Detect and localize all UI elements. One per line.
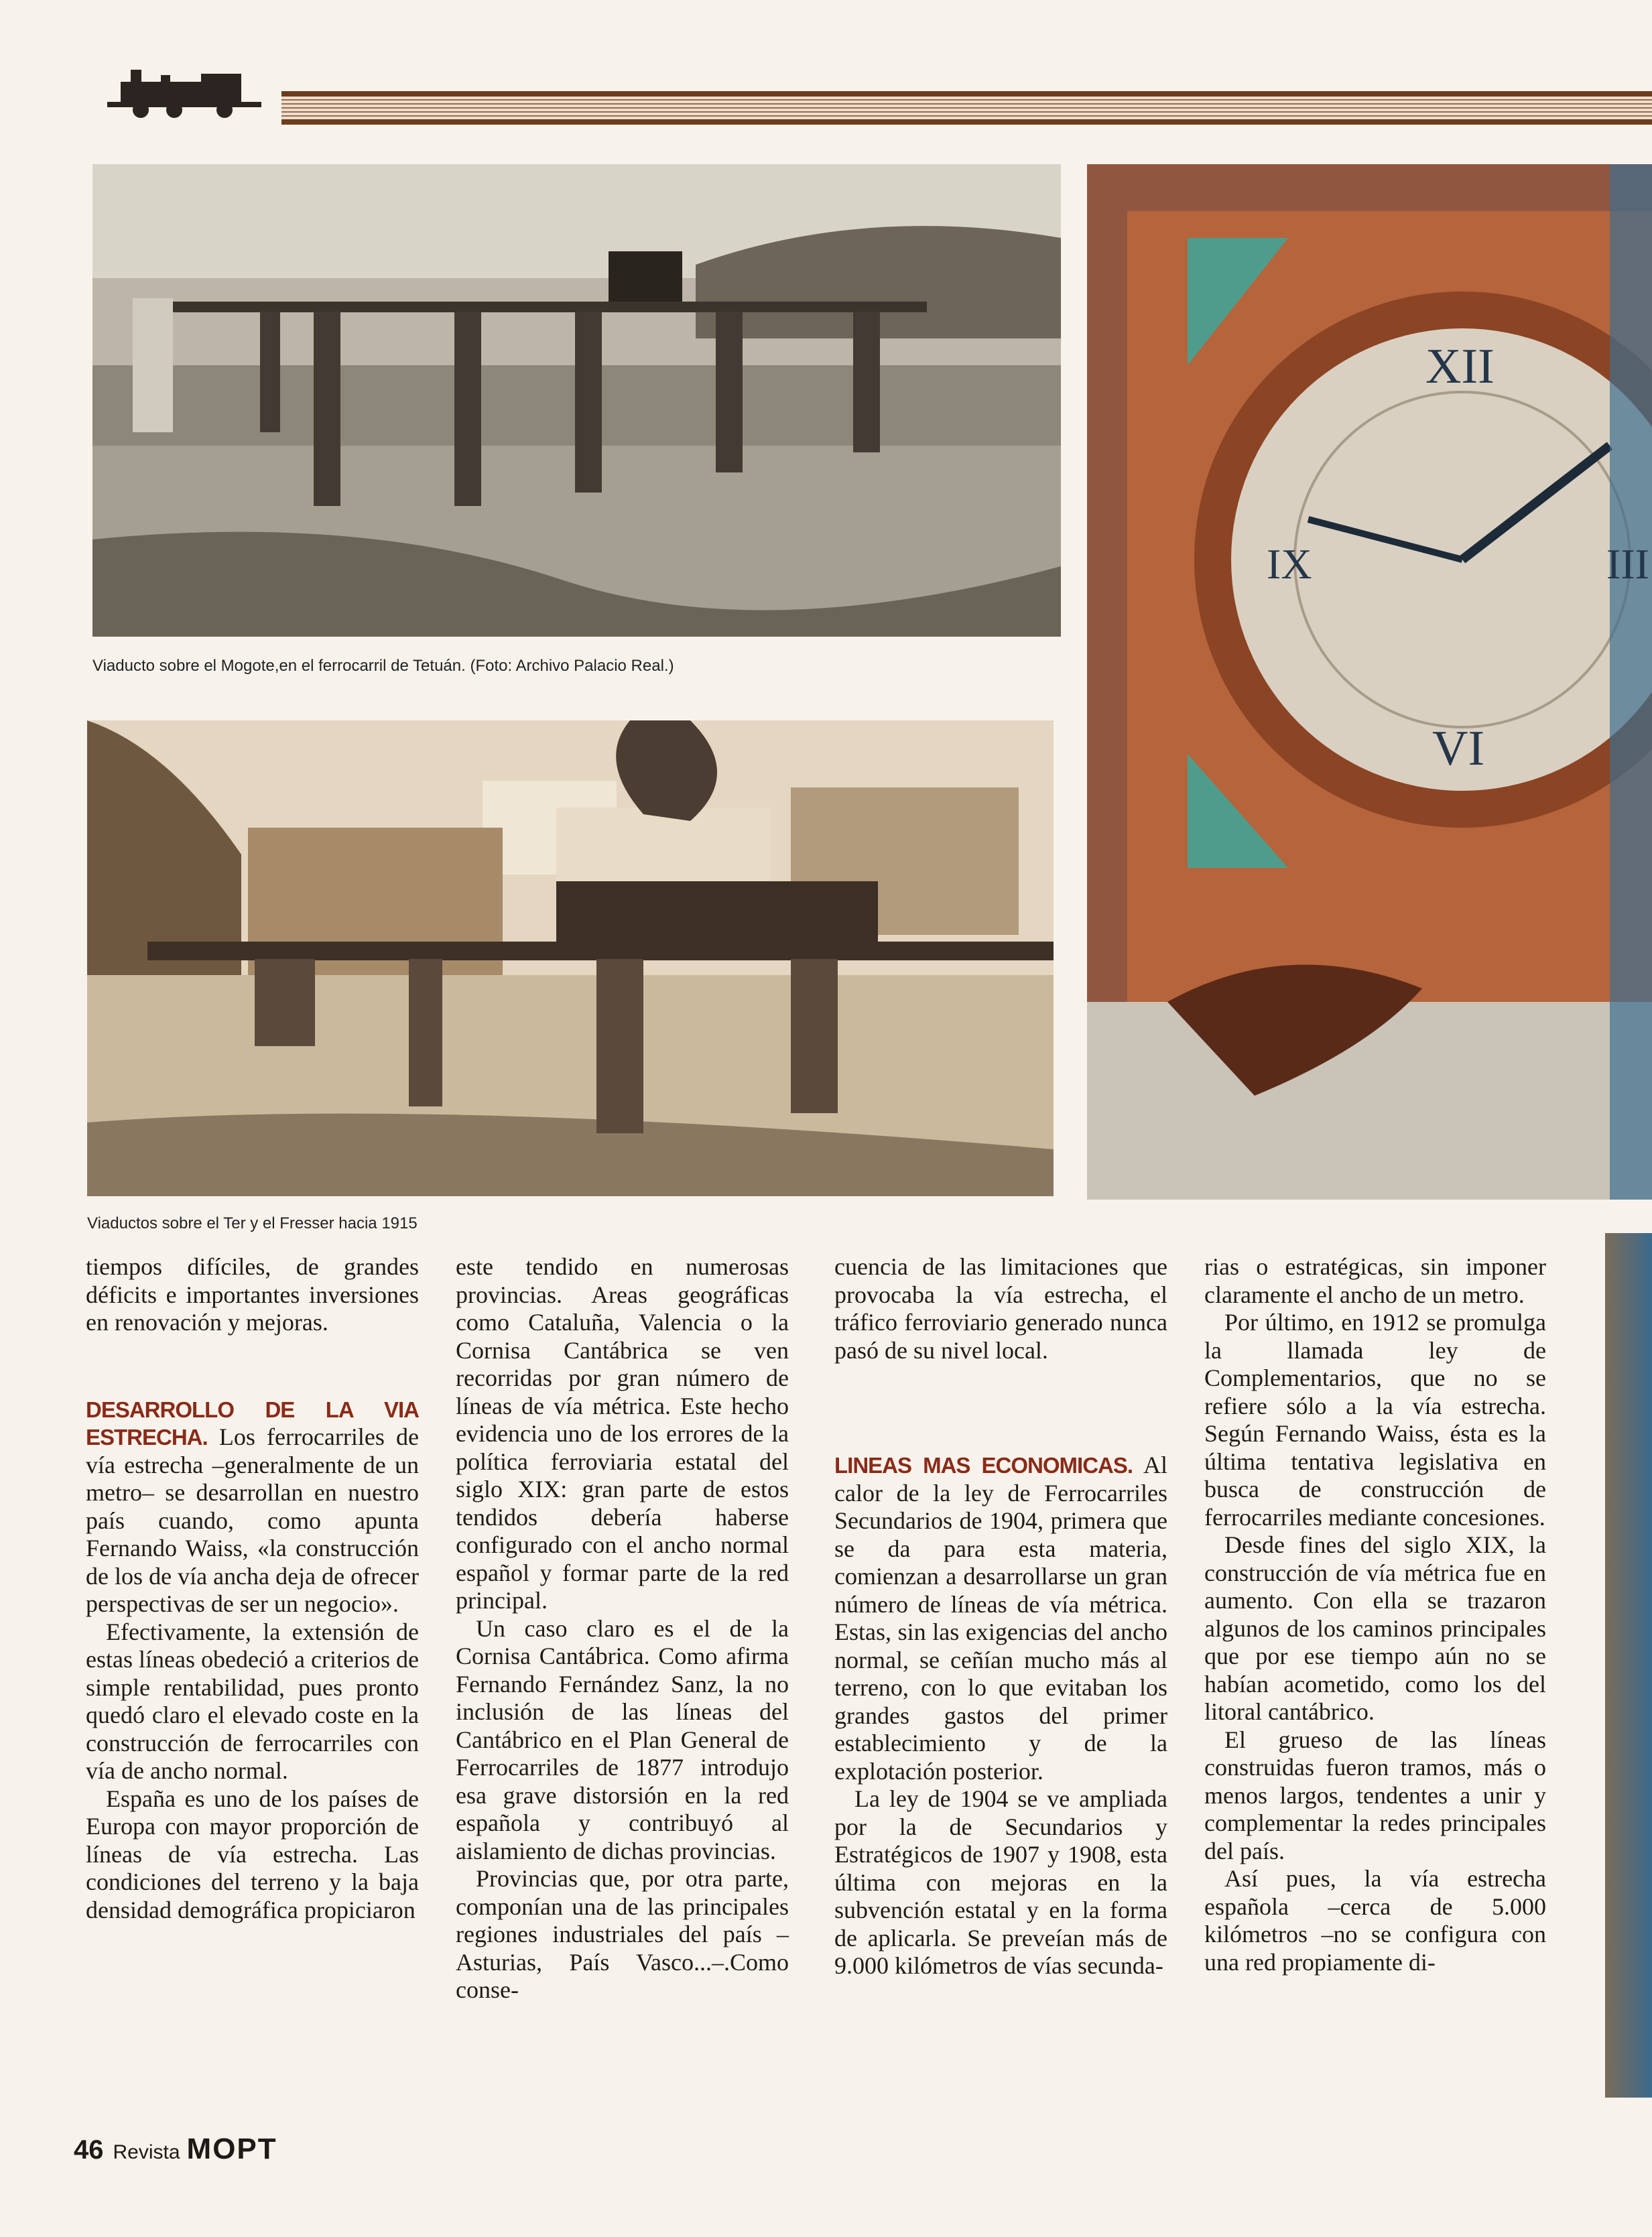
magazine-brand-logo: MOPT (186, 2132, 277, 2165)
photo1-caption: Viaducto sobre el Mogote,en el ferrocarril de Tetuán. (Foto: Archivo Palacio Real.) (92, 657, 674, 675)
paragraph: Efectivamente, la extensión de estas líneas obedeció a criterios de simple rentabilidad, pues pronto quedó claro el elevado coste en la construcción de ferrocarriles con vía de ancho normal. (86, 1618, 419, 1784)
paragraph: tiempos difíciles, de grandes déficits e importantes inversiones en renovación y mejoras. (86, 1253, 419, 1336)
text-column-1 (86, 1253, 419, 1924)
clock-numeral-ix: IX (1267, 540, 1312, 588)
paragraph: Un caso claro es el de la Cornisa Cantábrica. Como afirma Fernando Fernández Sanz, la no inclusión de las líneas del Cantábrico en el Plan General de Ferrocarriles de 1877 introdujo esa grave distorsión en la red española y contribuyó al aislamiento de dichas provincias. (456, 1614, 789, 1864)
section-heading: DESARROLLO DE LA VIA ESTRECHA. (86, 1397, 419, 1450)
text-column-2 (456, 1253, 789, 2004)
magazine-name: Revista (113, 2141, 180, 2163)
paragraph (834, 1452, 1167, 1785)
clock-numeral-xii: XII (1425, 339, 1495, 394)
paragraph: rias o estratégicas, sin imponer claramente el ancho de un metro. (1204, 1253, 1546, 1308)
paragraph: cuencia de las limitaciones que provocaba la vía estrecha, el tráfico ferroviario generado nunca pasó de su nivel local. (834, 1253, 1167, 1364)
page-number: 46 (74, 2135, 104, 2165)
locomotive-logo-icon (101, 62, 268, 122)
section-heading: LINEAS MAS ECONOMICAS. (834, 1453, 1133, 1478)
paragraph: Por último, en 1912 se promulga la llamada ley de Complementarios, que no se refiere sólo a la vía estrecha. Según Fernando Waiss, ésta es la última tentativa legislativa en busca de construcción de ferrocarriles mediante concesiones. (1204, 1309, 1546, 1531)
facing-page-photo-edge (1605, 1233, 1652, 2098)
paragraph: Provincias que, por otra parte, componían una de las principales regiones industriales del país –Asturias, País Vasco...–.Como conse- (456, 1865, 789, 2003)
paragraph (86, 1396, 419, 1618)
text-column-4 (1204, 1253, 1546, 1976)
header-rule (281, 91, 1652, 125)
paragraph: Desde fines del siglo XIX, la construcción de vía métrica fue en aumento. Con ella se trazaron algunos de los caminos principales que por ese tiempo aún no se habían acometido, como los del litoral cantábrico. (1204, 1531, 1546, 1725)
photo-viaductos-ter-fresser (87, 720, 1054, 1196)
paragraph: La ley de 1904 se ve ampliada por la de Secundarios y Estratégicos de 1907 y 1908, esta última con mejoras en la subvención estatal y en la forma de aplicarla. Se preveían más de 9.000 kilómetros de vías secunda- (834, 1785, 1167, 1979)
clock-numeral-vi: VI (1432, 721, 1485, 776)
paragraph: España es uno de los países de Europa con mayor proporción de líneas de vía estrecha. Las condiciones del terreno y la baja densidad demográfica propiciaron (86, 1785, 419, 1923)
text-column-3 (834, 1253, 1167, 1980)
photo2-caption: Viaductos sobre el Ter y el Fresser hacia 1915 (87, 1214, 418, 1232)
page-footer (74, 2132, 277, 2166)
photo-viaduct-mogote (92, 164, 1061, 637)
paragraph-text: Al calor de la ley de Ferrocarriles Secundarios de 1904, primera que se da para esta materia, comienzan a desarrollarse un gran número de líneas de vía métrica. Estas, sin las exigencias del ancho normal, se ceñían mucho más al terreno, con lo que evitaban los grandes gastos del primer establecimiento y de la explotación posterior. (834, 1452, 1167, 1785)
photo-station-clock (1087, 164, 1652, 1200)
clock-numeral-iii: III (1606, 540, 1649, 588)
paragraph-text: Los ferrocarriles de vía estrecha –generalmente de un metro– se desarrollan en nuestro país cuando, como apunta Fernando Waiss, «la construcción de los de vía ancha deja de ofrecer perspectivas de ser un negocio». (86, 1423, 419, 1617)
paragraph: El grueso de las líneas construidas fueron tramos, más o menos largos, tendentes a unir y complementar la redes principales del país. (1204, 1726, 1546, 1864)
paragraph: este tendido en numerosas provincias. Areas geográficas como Cataluña, Valencia o la Cornisa Cantábrica se ven recorridas por gran número de líneas de vía métrica. Este hecho evidencia uno de los errores de la política ferroviaria estatal del siglo XIX: gran parte de estos tendidos debería haberse configurado con el ancho normal español y formar parte de la red principal. (456, 1253, 789, 1614)
paragraph: Así pues, la vía estrecha española –cerca de 5.000 kilómetros –no se configura con una red propiamente di- (1204, 1865, 1546, 1976)
